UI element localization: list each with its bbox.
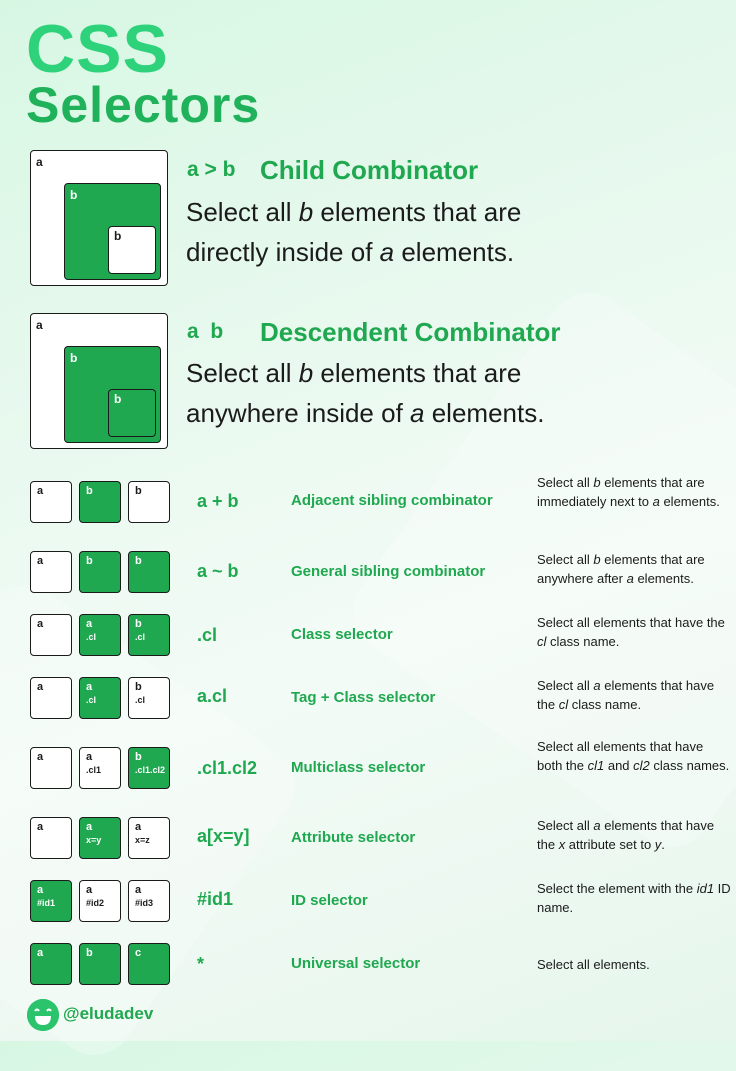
element-box <box>79 747 121 789</box>
element-box-label: a <box>86 751 93 763</box>
element-box <box>30 747 72 789</box>
element-box-label: a <box>86 681 93 693</box>
descendant-name: Descendent Combinator <box>260 317 561 347</box>
element-box-label: b <box>135 751 142 763</box>
element-box-label: b <box>135 555 142 567</box>
element-box-attribute: #id3 <box>135 898 154 908</box>
box-a-label: a <box>36 318 43 332</box>
element-box-label: a <box>37 947 44 959</box>
descendant-diagram <box>30 313 168 449</box>
selector-description: Select all elements. <box>537 957 650 972</box>
element-box <box>79 551 121 593</box>
selector-syntax: #id1 <box>197 889 234 909</box>
title-css: CSS <box>26 11 169 87</box>
element-box <box>128 614 170 656</box>
element-box <box>128 481 170 523</box>
box-a-label: a <box>36 155 43 169</box>
selector-description: Select all elements that have both the cl1 and cl2 class names. <box>537 739 730 773</box>
element-box-attribute: .cl1 <box>86 765 102 775</box>
descendant-description: Select all b elements that are anywhere inside of a elements. <box>186 358 545 428</box>
element-box <box>79 817 121 859</box>
element-box <box>79 614 121 656</box>
selector-name: Class selector <box>291 626 393 643</box>
box-inner-b <box>108 226 156 274</box>
box-inner-b <box>108 389 156 437</box>
element-box-label: a <box>37 555 44 567</box>
element-box-attribute: x=z <box>135 835 150 845</box>
element-box-label: a <box>37 884 44 896</box>
selector-syntax: a[x=y] <box>197 826 250 846</box>
element-box <box>30 677 72 719</box>
selector-description: Select the element with the id1 ID name. <box>537 881 731 915</box>
selector-syntax: * <box>197 954 205 974</box>
element-box <box>128 677 170 719</box>
child-diagram <box>30 150 168 286</box>
element-box <box>30 614 72 656</box>
element-box-label: a <box>37 821 44 833</box>
element-box-attribute: .cl <box>86 632 97 642</box>
element-box-attribute: .cl1.cl2 <box>135 765 166 775</box>
element-box <box>30 880 72 922</box>
element-box-label: a <box>37 618 44 630</box>
element-box-attribute: .cl <box>135 695 146 705</box>
element-box <box>79 677 121 719</box>
box-b <box>64 183 161 280</box>
element-box <box>128 747 170 789</box>
element-box <box>30 551 72 593</box>
element-box-attribute: .cl <box>135 632 146 642</box>
element-box-label: b <box>135 485 142 497</box>
selector-name: ID selector <box>291 892 368 909</box>
element-box-attribute: x=y <box>86 835 102 845</box>
element-box <box>128 551 170 593</box>
selector-description: Select all elements that have the cl class name. <box>537 615 725 649</box>
element-box-attribute: #id2 <box>86 898 105 908</box>
selector-syntax: a ~ b <box>197 561 239 581</box>
element-box-attribute: #id1 <box>37 898 56 908</box>
selector-name: Attribute selector <box>291 829 416 846</box>
child-name: Child Combinator <box>260 155 479 185</box>
element-box <box>30 481 72 523</box>
selector-name: Multiclass selector <box>291 759 426 776</box>
selector-name: General sibling combinator <box>291 563 486 580</box>
child-selector: a > b <box>187 158 236 181</box>
element-box-label: c <box>135 947 142 959</box>
element-box-label: b <box>86 947 93 959</box>
box-inner-b-label: b <box>114 392 122 406</box>
element-box <box>128 817 170 859</box>
box-b-label: b <box>70 351 78 365</box>
author-handle[interactable]: @eludadev <box>63 1004 154 1023</box>
element-box-label: b <box>86 485 93 497</box>
element-box <box>128 943 170 985</box>
selector-name: Adjacent sibling combinator <box>291 492 493 509</box>
selector-syntax: .cl <box>197 625 218 645</box>
title-selectors: Selectors <box>26 77 261 133</box>
element-box-label: a <box>37 485 44 497</box>
element-box <box>30 943 72 985</box>
element-box-label: b <box>86 555 93 567</box>
selector-description: Select all b elements that are anywhere after a elements. <box>537 552 705 586</box>
selector-syntax: a + b <box>197 491 239 511</box>
selector-syntax: .cl1.cl2 <box>197 758 258 778</box>
selector-description: Select all a elements that have the cl class name. <box>537 678 715 712</box>
element-box-label: a <box>86 821 93 833</box>
element-box-label: a <box>135 821 142 833</box>
selector-name: Universal selector <box>291 955 421 972</box>
descendant-selector: a b <box>187 320 224 343</box>
box-b-label: b <box>70 188 78 202</box>
element-box <box>128 880 170 922</box>
selector-syntax: a.cl <box>197 686 228 706</box>
element-box-label: a <box>86 884 93 896</box>
element-box <box>79 481 121 523</box>
element-box-label: b <box>135 681 142 693</box>
selector-description: Select all a elements that have the x attribute set to y. <box>537 818 715 852</box>
element-box <box>79 880 121 922</box>
element-box-attribute: .cl <box>86 695 97 705</box>
element-box <box>30 817 72 859</box>
selector-description: Select all b elements that are immediately next to a elements. <box>537 475 720 509</box>
box-inner-b-label: b <box>114 229 122 243</box>
smiley-logo-icon <box>27 999 59 1031</box>
child-description: Select all b elements that are directly inside of a elements. <box>186 197 522 267</box>
element-box-label: a <box>37 751 44 763</box>
box-b <box>64 346 161 443</box>
element-box-label: a <box>86 618 93 630</box>
element-box-label: a <box>135 884 142 896</box>
element-box-label: a <box>37 681 44 693</box>
element-box <box>79 943 121 985</box>
selector-name: Tag + Class selector <box>291 689 436 706</box>
element-box-label: b <box>135 618 142 630</box>
